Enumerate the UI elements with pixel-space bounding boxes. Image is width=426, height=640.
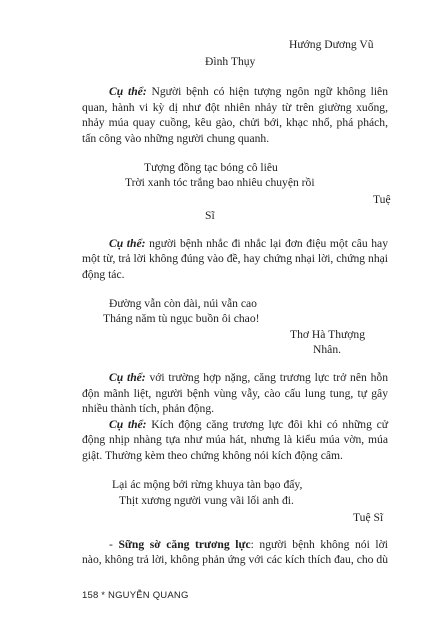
paragraph-line: nhảy múa quay cuồng, kêu gào, chửi bới, khạc nhổ, phá phách, (82, 116, 388, 129)
paragraph-line: độn mãnh liệt, người bệnh vùng vẫy, cào cấu lung tung, tự gây (82, 387, 388, 400)
poem-author-line2: Sĩ (205, 209, 215, 222)
poem-line: Thịt xương người vung vãi lối anh đi. (119, 494, 294, 507)
poem-line: Tháng năm tù ngục buồn ôi chao! (103, 312, 260, 325)
paragraph-line: - Sững sờ căng trương lực: người bệnh không nói lời (109, 538, 388, 551)
paragraph-line: quan, hành vi kỳ dị như đột nhiên nhảy từ trên giường xuống, (82, 101, 388, 114)
paragraph-label: Cụ thể: (109, 418, 147, 431)
paragraph-label: Sững sờ căng trương lực (118, 538, 251, 551)
paragraph-label: Cụ thể: (109, 237, 146, 250)
poem-author-line1: Thơ Hà Thượng (290, 328, 366, 341)
paragraph-line: tấn công vào những người chung quanh. (82, 132, 270, 145)
quote-author-line2: Đình Thụy (205, 55, 256, 68)
poem-author-line1: Tuệ (373, 193, 391, 206)
quote-author-line1: Hướng Dương Vũ (289, 38, 374, 51)
paragraph-line: Cụ thể: Người bệnh có hiện tượng ngôn ngữ không liên (109, 85, 388, 98)
paragraph-line: Cụ thể: với trường hợp nặng, căng trương lực trở nên hỗn (109, 371, 388, 384)
paragraph-line: nhiều thành tích, phản động. (82, 402, 215, 415)
poem-line: Đường vẫn còn dài, núi vẫn cao (109, 297, 257, 310)
paragraph-line: Cụ thể: Kích động căng trương lực đôi khi có những cử (109, 418, 388, 431)
poem-line: Lại ác mộng bởi rừng khuya tàn bạo đấy, (112, 478, 303, 491)
page-footer: 158 * NGUYỄN QUANG (82, 590, 189, 601)
paragraph-line: động tác. (82, 268, 125, 281)
paragraph-line: một từ, trả lời không đúng vào đề, hay chứng nhại lời, chứng nhại (82, 252, 388, 265)
paragraph-label: Cụ thể: (109, 85, 147, 98)
poem-line: Trời xanh tóc trắng bao nhiêu chuyện rồi (125, 176, 315, 189)
poem-author: Tuệ Sĩ (353, 511, 384, 524)
paragraph-line: nào, không trả lời, không phản ứng với các kích thích đau, cho dù (82, 553, 388, 566)
poem-author-line2: Nhân. (313, 343, 342, 356)
paragraph-line: Cụ thể: người bệnh nhắc đi nhắc lại đơn điệu một câu hay (109, 237, 388, 250)
paragraph-line: giật. Thường kèm theo chứng không nói kích động câm. (82, 449, 343, 462)
paragraph-line: động nhịp nhàng tựa như múa hát, nhưng là kiểu múa vờn, múa (82, 433, 388, 446)
paragraph-label: Cụ thể: (109, 371, 146, 384)
poem-line: Tượng đồng tạc bóng cô liêu (144, 161, 278, 174)
